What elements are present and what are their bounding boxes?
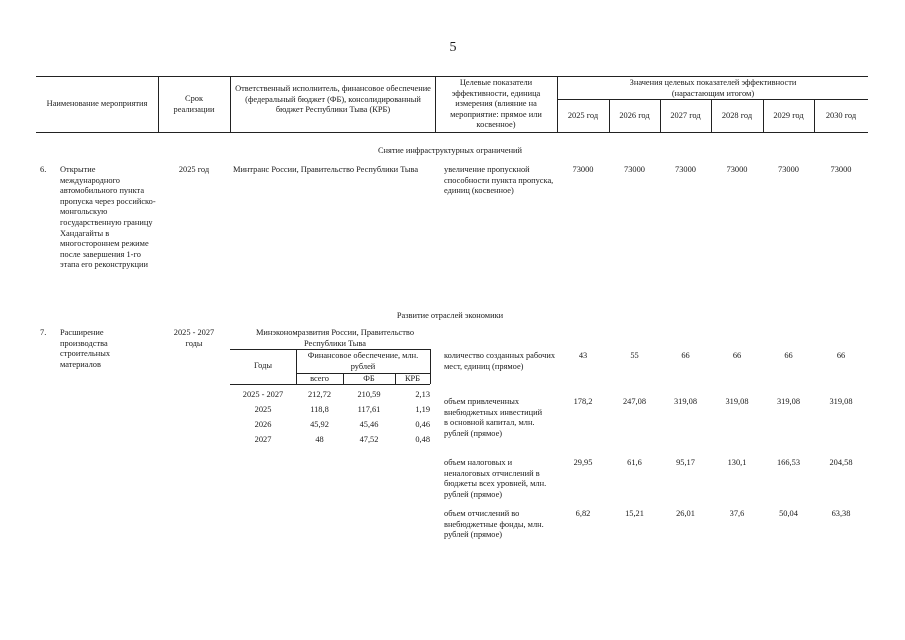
indicator-value: 319,08 [829, 397, 853, 406]
fin-cell: 2,13 [415, 390, 430, 399]
header-year: 2028 год [721, 111, 753, 120]
fin-cell: 45,46 [359, 420, 379, 429]
indicator-label: объем привлеченных внебюджетных инвестиций в основной капитал, млн. рублей (прямое) [444, 397, 543, 438]
measure-responsible: Минэкономразвития России, Правительство Республики Тыва [255, 328, 415, 348]
indicator-value: 73000 [675, 165, 696, 174]
indicator-value: 319,08 [673, 397, 698, 406]
header-target: Целевые показатели эффективности, единица измерения (влияние на мероприятие: прямое или косвенное) [450, 78, 542, 130]
indicator-label: увеличение пропускной способности пункта пропуска, единиц (косвенное) [444, 165, 554, 196]
fin-cell: 1,19 [415, 405, 430, 414]
fin-cell: 118,8 [310, 405, 329, 414]
indicator-value: 247,08 [622, 397, 647, 406]
indicator-value: 73000 [624, 165, 645, 174]
measure-name: Открытие международного автомобильного пункта пропуска через российско-монгольскую государственную границу Хандагайты в многостороннем режиме после завершения 1-го этапа его реконструкции [60, 165, 156, 270]
fin-subheader: ФБ [363, 374, 375, 383]
fin-cell: 2027 [254, 435, 272, 444]
indicator-value: 73000 [726, 165, 748, 174]
fin-cell: 2026 [254, 420, 272, 429]
indicator-value: 66 [732, 351, 742, 360]
indicator-value: 43 [578, 351, 588, 360]
section-title: Развитие отраслей экономики [396, 311, 504, 320]
header-year: 2029 год [773, 111, 804, 120]
header-values: Значения целевых показателей эффективности (нарастающим итогом) [629, 78, 797, 98]
indicator-value: 37,6 [729, 509, 745, 518]
indicator-label: объем налоговых и неналоговых отчислений в бюджеты всех уровней, млн. рублей (прямое) [444, 458, 547, 499]
indicator-value: 29,95 [573, 458, 593, 467]
indicator-value: 66 [836, 351, 846, 360]
header-responsible: Ответственный исполнитель, финансовое обеспечение (федеральный бюджет (ФБ), консолидированный бюджет Республики Тыва (КРБ) [235, 84, 431, 115]
fin-subheader: всего [310, 374, 329, 383]
fin-cell: 2025 [254, 405, 272, 414]
measure-responsible: Минтранс России, Правительство Республики Тыва [233, 165, 419, 174]
indicator-value: 73000 [778, 165, 799, 174]
indicator-value: 178,2 [573, 397, 593, 406]
measure-term: 2025 - 2027 годы [173, 328, 215, 348]
indicator-value: 66 [681, 351, 690, 360]
fin-cell: 47,52 [359, 435, 379, 444]
fin-cell: 0,46 [415, 420, 430, 429]
indicator-value: 73000 [572, 165, 594, 174]
indicator-value: 26,01 [676, 509, 695, 518]
indicator-value: 15,21 [625, 509, 644, 518]
fin-cell: 45,92 [310, 420, 329, 429]
header-name: Наименование мероприятия [46, 99, 148, 108]
page-number: 5 [449, 40, 457, 55]
section-title: Снятие инфраструктурных ограничений [377, 146, 523, 155]
indicator-value: 95,17 [676, 458, 695, 467]
header-term: Срок реализации [173, 94, 215, 114]
indicator-value: 73000 [830, 165, 852, 174]
indicator-label: количество созданных рабочих мест, единиц (прямое) [444, 351, 556, 371]
header-year: 2025 год [567, 111, 599, 120]
fin-header-years: Годы [254, 361, 272, 370]
indicator-value: 6,82 [575, 509, 591, 518]
indicator-value: 55 [630, 351, 639, 360]
header-year: 2027 год [670, 111, 701, 120]
fin-subheader: КРБ [404, 374, 421, 383]
fin-cell: 48 [315, 435, 324, 444]
header-year: 2026 год [619, 111, 650, 120]
indicator-value: 66 [784, 351, 793, 360]
indicator-value: 130,1 [727, 458, 747, 467]
measure-term: 2025 год [178, 165, 210, 174]
indicator-value: 319,08 [725, 397, 749, 406]
row-number: 7. [40, 328, 47, 337]
fin-cell: 210,59 [357, 390, 381, 399]
indicator-value: 204,58 [829, 458, 853, 467]
indicator-value: 61,6 [627, 458, 642, 467]
fin-header-financing: Финансовое обеспечение, млн. рублей [307, 351, 419, 371]
indicator-value: 63,38 [831, 509, 851, 518]
header-year: 2030 год [825, 111, 857, 120]
indicator-value: 50,04 [779, 509, 798, 518]
measure-name: Расширение производства строительных материалов [60, 328, 111, 369]
row-number: 6. [40, 165, 47, 174]
indicator-value: 166,53 [776, 458, 801, 467]
fin-cell: 0,48 [415, 435, 430, 444]
fin-cell: 117,61 [357, 405, 381, 414]
indicator-value: 319,08 [776, 397, 801, 406]
indicator-label: объем отчислений во внебюджетные фонды, млн. рублей (прямое) [444, 509, 544, 540]
fin-cell: 2025 - 2027 [242, 390, 284, 399]
fin-cell: 212,72 [307, 390, 332, 399]
